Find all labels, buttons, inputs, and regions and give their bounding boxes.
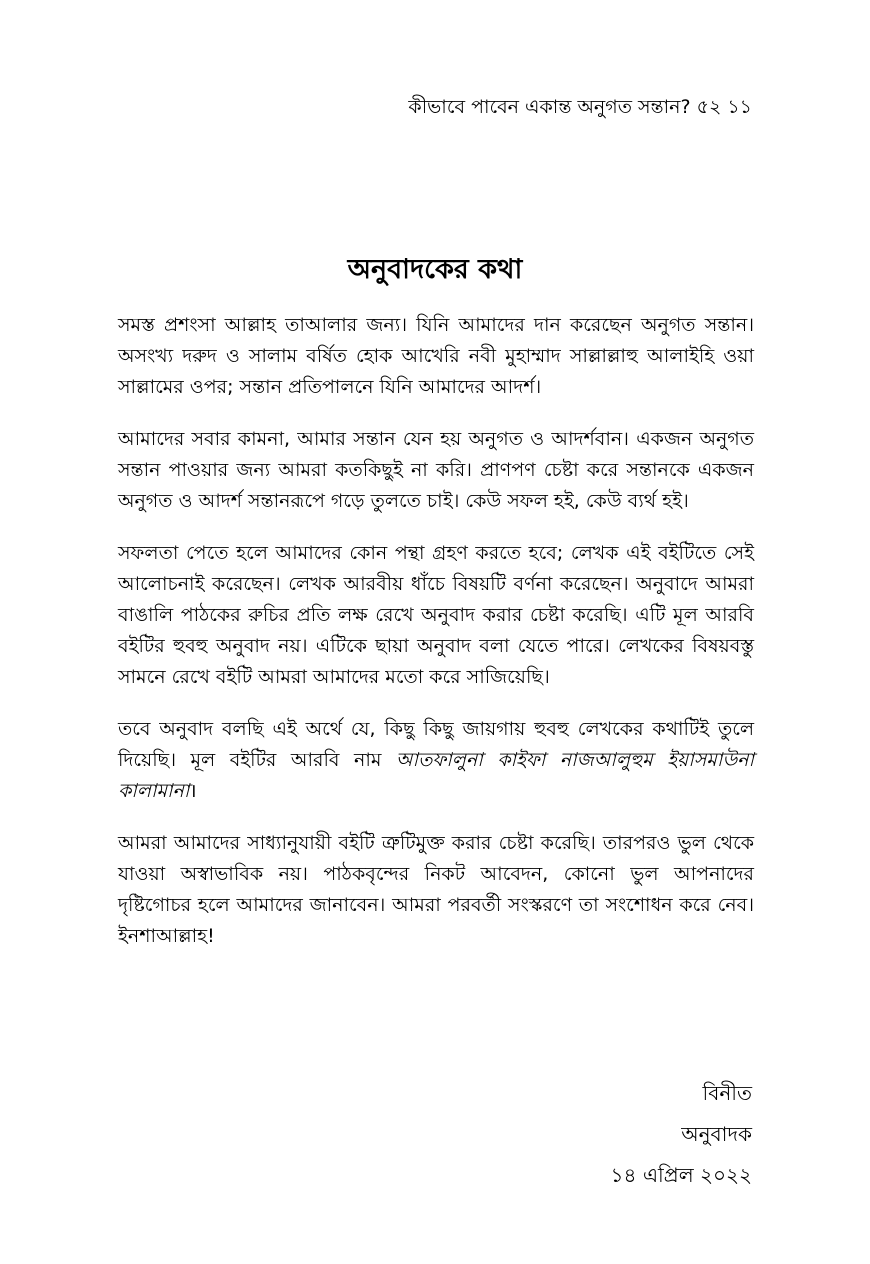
signoff-date: ১৪ এপ্রিল ২০২২ bbox=[610, 1163, 752, 1187]
paragraph-5: আমরা আমাদের সাধ্যানুযায়ী বইটি ত্রুটিমুক্ত করার চেষ্টা করেছি। তারপরও ভুল থেকে যাওয়া অস্বাভাবিক নয়। পাঠকবৃন্দের নিকট আবেদন, কোনো ভুল আপনাদের দৃষ্টিগোচর হলে আমাদের জানাবেন। আমরা পরবর্তী সংস্করণে তা সংশোধন করে নেব। ইনশাআল্লাহ! bbox=[118, 832, 754, 947]
paragraph-4-intro: তবে অনুবাদ বলছি এই অর্থে যে, কিছু কিছু জায়গায় হুবহু লেখকের কথাটিই তুলে দিয়েছি। মূল বইটির আরবি নাম bbox=[118, 718, 754, 771]
book-name: আতফালুনা কাইফা নাজআলুহুম ইয়াসমাউনা কালামানা bbox=[118, 749, 754, 802]
paragraph-3: সফলতা পেতে হলে আমাদের কোন পন্থা গ্রহণ করতে হবে; লেখক এই বইটিতে সেই আলোচনাই করেছেন। লেখক আরবীয় ধাঁচে বিষয়টি বর্ণনা করেছেন। অনুবাদে আমরা বাঙালি পাঠকের রুচির প্রতি লক্ষ রেখে অনুবাদ করার চেষ্টা করেছি। এটি মূল আরবি বইটির হুবহু অনুবাদ নয়। এটিকে ছায়া অনুবাদ বলা যেতে পারে। লেখকের বিষয়বস্তু সামনে রেখে বইটি আমরা আমাদের মতো করে সাজিয়েছি। bbox=[118, 542, 754, 688]
signoff-closing: বিনীত bbox=[702, 1081, 752, 1105]
signoff-author: অনুবাদক bbox=[681, 1122, 752, 1146]
paragraph-1: সমস্ত প্রশংসা আল্লাহ তাআলার জন্য। যিনি আমাদের দান করেছেন অনুগত সন্তান। অসংখ্য দরুদ ও সালাম বর্ষিত হোক আখেরি নবী মুহাম্মাদ সাল্লাল্লাহু আলাইহি ওয়া সাল্লামের ওপর; সন্তান প্রতিপালনে যিনি আমাদের আদর্শ। bbox=[118, 314, 754, 398]
running-head: কীভাবে পাবেন একান্ত অনুগত সন্তান? ৫২ ১১ bbox=[408, 96, 752, 118]
page-title: অনুবাদকের কথা bbox=[347, 254, 523, 285]
signoff bbox=[611, 1078, 752, 1201]
body-text bbox=[118, 310, 754, 973]
paragraph-4-end: । bbox=[189, 780, 197, 802]
paragraph-2: আমাদের সবার কামনা, আমার সন্তান যেন হয় অনুগত ও আদর্শবান। একজন অনুগত সন্তান পাওয়ার জন্য আমরা কতকিছুই না করি। প্রাণপণ চেষ্টা করে সন্তানকে একজন অনুগত ও আদর্শ সন্তানরূপে গড়ে তুলতে চাই। কেউ সফল হই, কেউ ব্যর্থ হই। bbox=[118, 428, 754, 512]
paragraph-4 bbox=[118, 714, 754, 807]
